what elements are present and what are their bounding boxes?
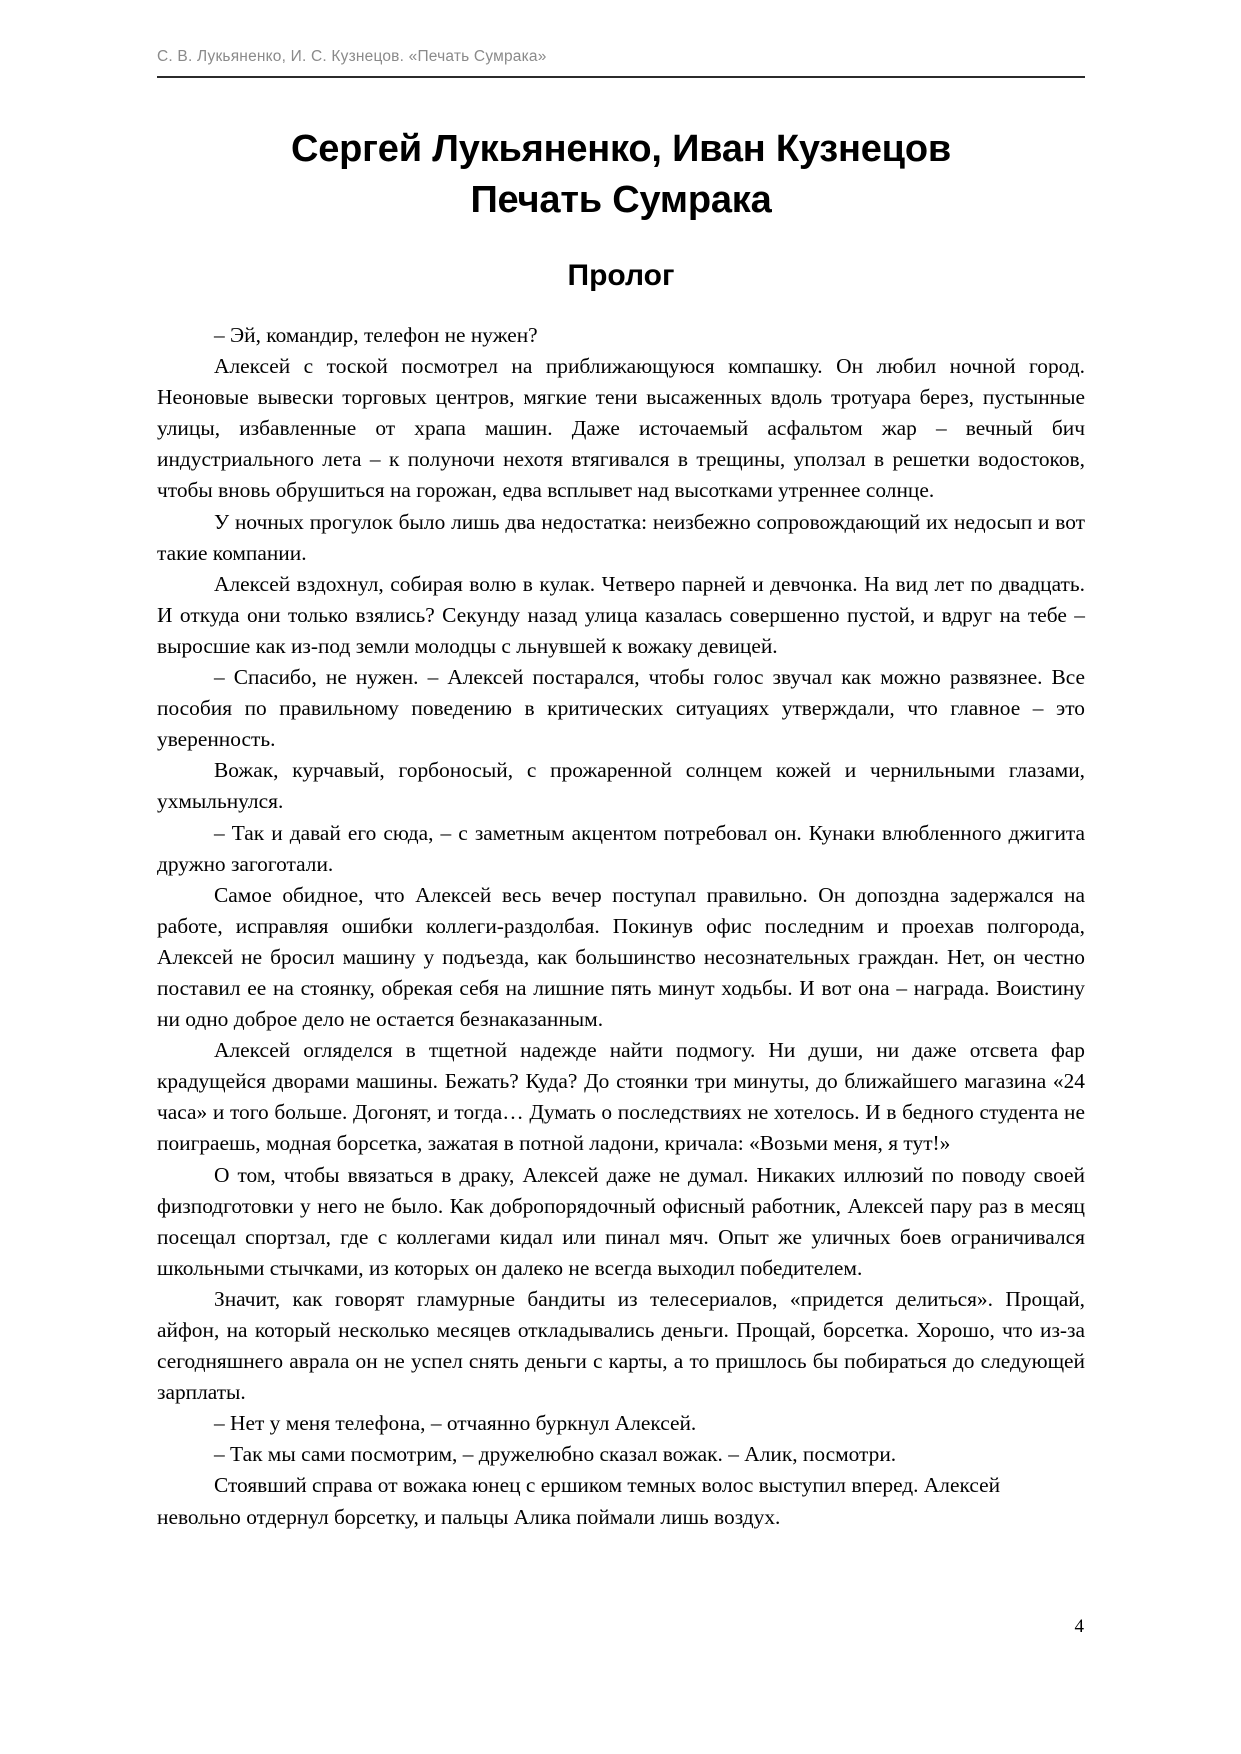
header-divider xyxy=(157,76,1085,78)
page-number: 4 xyxy=(1074,1616,1084,1637)
body-paragraph: Алексей вздохнул, собирая волю в кулак. Четверо парней и девчонка. На вид лет по двадцать. И откуда они только взялись? Секунду назад улица казалась совершенно пустой, и вдруг на тебе – выросшие как из-под земли молодцы с льнувшей к вожаку девицей. xyxy=(157,571,1085,658)
body-paragraph: Алексей огляделся в тщетной надежде найти подмогу. Ни души, ни даже отсвета фар крадущейся дворами машины. Бежать? Куда? До стоянки три минуты, до ближайшего магазина «24 часа» и того больше. Догонят, и тогда… Думать о последствиях не хотелось. И в бедного студента не поиграешь, модная борсетка, зажатая в потной ладони, кричала: «Возьми меня, я тут!» xyxy=(157,1038,1085,1156)
body-paragraph: У ночных прогулок было лишь два недостатка: неизбежно сопровождающий их недосып и вот такие компании. xyxy=(157,509,1085,565)
body-paragraph: Вожак, курчавый, горбоносый, с прожаренной солнцем кожей и чернильными глазами, ухмыльнулся. xyxy=(157,758,1085,814)
book-authors: Сергей Лукьяненко, Иван Кузнецов xyxy=(290,128,952,170)
body-paragraph: Самое обидное, что Алексей весь вечер поступал правильно. Он допоздна задержался на работе, исправляя ошибки коллеги-раздолбая. Покинув офис последним и проехав полгорода, Алексей не бросил машину у подъезда, как большинство несознательных граждан. Нет, он честно поставил ее на стоянку, обрекая себя на лишние пять минут ходьбы. И вот она – награда. Воистину ни одно доброе дело не остается безнаказанным. xyxy=(157,882,1085,1032)
body-paragraph: Значит, как говорят гламурные бандиты из телесериалов, «придется делиться». Прощай, айфон, на который несколько месяцев откладывались деньги. Прощай, борсетка. Хорошо, что из-за сегодняшнего аврала он не успел снять деньги с карты, а то пришлось бы побираться до следующей зарплаты. xyxy=(157,1286,1085,1405)
body-paragraph: – Эй, командир, телефон не нужен? xyxy=(214,323,538,347)
body-paragraph: О том, чтобы ввязаться в драку, Алексей даже не думал. Никаких иллюзий по поводу своей физподготовки у него не было. Как добропорядочный офисный работник, Алексей пару раз в месяц посещал спортзал, где с коллегами кидал или пинал мяч. Опыт же уличных боев ограничивался школьными стычками, из которых он далеко не всегда выходил победителем. xyxy=(157,1162,1085,1280)
title-block xyxy=(157,124,1085,225)
body-paragraph: Стоявший справа от вожака юнец с ершиком темных волос выступил вперед. Алексей невольно отдернул борсетку, и пальцы Алика поймали лишь воздух. xyxy=(157,1473,1001,1529)
body-text xyxy=(157,320,1085,1533)
body-paragraph: – Нет у меня телефона, – отчаянно буркнул Алексей. xyxy=(214,1411,697,1436)
body-paragraph: – Так и давай его сюда, – с заметным акцентом потребовал он. Кунаки влюбленного джигита дружно загоготали. xyxy=(157,820,1085,876)
body-paragraph: Алексей с тоской посмотрел на приближающуюся компашку. Он любил ночной город. Неоновые вывески торговых центров, мягкие тени высаженных вдоль тротуара берез, пустынные улицы, избавленные от храпа машин. Даже источаемый асфальтом жар – вечный бич индустриального лета – к полуночи нехотя втягивался в трещины, уползал в решетки водостоков, чтобы вновь обрушиться на горожан, едва всплывет над высотками утреннее солнце. xyxy=(157,354,1085,503)
body-paragraph: – Так мы сами посмотрим, – дружелюбно сказал вожак. – Алик, посмотри. xyxy=(214,1442,897,1467)
book-title: Печать Сумрака xyxy=(470,178,772,221)
running-header: С. В. Лукьяненко, И. С. Кузнецов. «Печать Сумрака» xyxy=(157,48,547,65)
section-heading-prologue: Пролог xyxy=(567,259,675,292)
body-paragraph: – Спасибо, не нужен. – Алексей постарался, чтобы голос звучал как можно развязнее. Все пособия по правильному поведению в критических ситуациях утверждали, что главное – это уверенность. xyxy=(157,665,1085,752)
